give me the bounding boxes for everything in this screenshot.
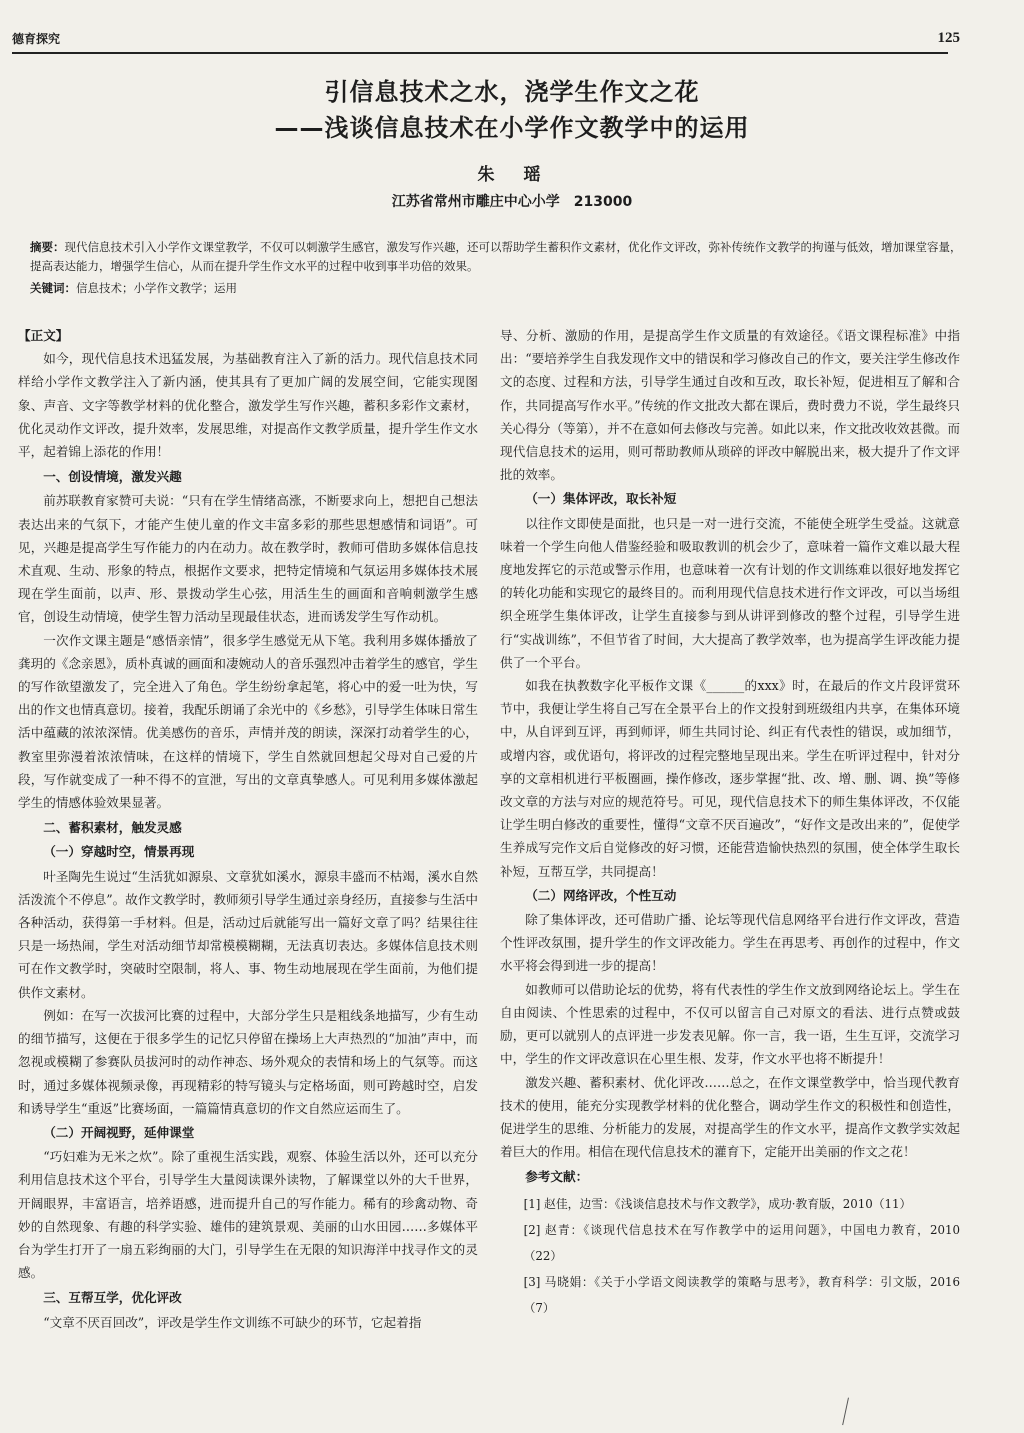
references-heading: 参考文献： — [525, 1169, 589, 1185]
paragraph: 例如：在写一次拔河比赛的过程中，大部分学生只是粗线条地描写，少有生动的细节描写，这便在于很多学生的记忆只停留在操场上大声热烈的“加油”声中，而忽视或模糊了参赛队员拔河时的动作神态、场外观众的表情和场上的气氛等。而这时，通过多媒体视频录像，再现精彩的特写镜头与定格场面，则可跨越时空，启发和诱导学生“重返”比赛场面，一篇篇情真意切的作文自然应运而生了。 — [18, 1007, 478, 1116]
article-subtitle: ——浅谈信息技术在小学作文教学中的运用 — [274, 114, 750, 142]
subsection-heading: （二）开阔视野，延伸课堂 — [43, 1124, 195, 1140]
page-number: 125 — [937, 30, 960, 46]
subsection-heading: （二）网络评改，个性互动 — [525, 887, 677, 903]
abstract-block — [30, 238, 970, 298]
paragraph: 以往作文即使是面批，也只是一对一进行交流，不能使全班学生受益。这就意味着一个学生向他人借鉴经验和吸取教训的机会少了，意味着一篇作文难以最大程度地发挥它的示范或警示作用，也意味着一次有计划的作文训练难以很好地发挥它的转化功能和实现它的最终目的。而利用现代信息技术进行作文评改，可以当场组织全班学生集体评改，让学生直接参与到从讲评到修改的整个过程，引导学生进行“实战训练”，不但节省了时间，大大提高了教学效率，也为提高学生评改能力提供了一个平台。 — [500, 515, 960, 670]
paragraph: 如我在执教数字化平板作文课《______的xxx》时，在最后的作文片段评赏环节中，我便让学生将自己写在全景平台上的作文投射到班级组内共享，在集体环境中，从自评到互评，再到师评，师生共同讨论、纠正有代表性的错误，或加细节，或增内容，或优语句，将评改的过程完整地呈现出来。学生在听评过程中，针对分享的文章相机进行平板圈画，操作修改，逐步掌握“批、改、增、删、调、换”等修改文章的方法与对应的规范符号。可见，现代信息技术下的师生集体评改，不仅能让学生明白修改的重要性，懂得“文章不厌百遍改”，“好作文是改出来的”，促使学生养成写完作文后自觉修改的好习惯，还能营造愉快热烈的氛围，使全体学生取长补短，互帮互学，共同提高！ — [500, 678, 960, 879]
reference-item: [3] 马晓娟：《关于小学语文阅读教学的策略与思考》，教育科学：引文版，2016（7） — [523, 1274, 960, 1315]
body-label: 【正文】 — [18, 328, 69, 343]
running-header — [12, 30, 948, 54]
paragraph: 激发兴趣、蓄积素材、优化评改……总之，在作文课堂教学中，恰当现代教育技术的使用，能充分实现教学材料的优化整合，调动学生作文的积极性和创造性，促进学生的思维、分析能力的发展，对提高学生的作文水平，提高作文教学实效起着巨大的作用。相信在现代信息技术的灌育下，定能开出美丽的作文之花！ — [500, 1074, 960, 1160]
paragraph: 前苏联教育家赞可夫说：“只有在学生情绪高涨，不断要求向上，想把自己想法表达出来的气氛下，才能产生使儿童的作文丰富多彩的那些思想感情和词语”。可见，兴趣是提高学生写作能力的内在动力。故在教学时，教师可借助多媒体信息技术直观、生动、形象的特点，根据作文要求，把特定情境和气氛运用多媒体技术展现在学生面前，以声、形、景拨动学生心弦，用活生生的画面和音响刺激学生感官，创设生动情境，使学生智力活动呈现最佳状态，进而诱发学生写作动机。 — [18, 493, 478, 625]
reference-item: [1] 赵佳，边雪：《浅谈信息技术与作文教学》，成功·教育版，2010（11） — [523, 1196, 912, 1211]
paragraph: 导、分析、激励的作用，是提高学生作文质量的有效途径。《语文课程标准》中指出：“要培养学生自我发现作文中的错误和学习修改自己的作文，要关注学生修改作文的态度、过程和方法，引导学生通过自改和互改，取长补短，促进相互了解和合作，共同提高写作水平。”传统的作文批改大都在课后，费时费力不说，学生最终只关心得分（等第），并不在意如何去修改与完善。如此以来，作文批改收效甚微。而现代信息技术的运用，则可帮助教师从琐碎的评改中解脱出来，极大提升了作文评批的效率。 — [500, 328, 960, 483]
paragraph: “文章不厌百回改”，评改是学生作文训练不可缺少的环节，它起着指 — [43, 1314, 422, 1330]
abstract — [30, 238, 970, 276]
title-block — [0, 74, 1024, 211]
abstract-label: 摘要： — [30, 240, 65, 254]
section-name: 德育探究 — [12, 32, 61, 46]
paragraph: 一次作文课主题是“感悟亲情”，很多学生感觉无从下笔。我利用多媒体播放了龚玥的《念亲恩》，质朴真诚的画面和凄婉动人的音乐强烈冲击着学生的感官，学生的写作欲望激发了，完全进入了角色。学生纷纷拿起笔，将心中的爱一吐为快，写出的作文也情真意切。接着，我配乐朗诵了余光中的《乡愁》，引导学生体味日常生活中蕴藏的浓浓深情。优美感伤的音乐，声情并茂的朗读，深深打动着学生的心，教室里弥漫着浓浓情味，在这样的情境下，学生自然就回想起父母对自己爱的片段，写作就变成了一种不得不的宣泄，写出的文章真挚感人。可见利用多媒体激起学生的情感体验效果显著。 — [18, 632, 478, 811]
reference-list — [500, 1191, 960, 1321]
paragraph: 如今，现代信息技术迅猛发展，为基础教育注入了新的活力。现代信息技术同样给小学作文教学注入了新内涵，使其具有了更加广阔的发展空间，它能实现图象、声音、文字等教学材料的优化整合，激发学生写作兴趣，蓄积多彩作文素材，优化灵动作文评改，提升效率，发展思维，对提高作文教学质量，提升学生作文水平，起着锦上添花的作用！ — [18, 351, 478, 460]
keywords — [30, 279, 970, 298]
paragraph: “巧妇难为无米之炊”。除了重视生活实践，观察、体验生活以外，还可以充分利用信息技术这个平台，引导学生大量阅读课外读物，了解课堂以外的大千世界，开阔眼界，丰富语言，培养语感，进而提升自己的写作能力。稀有的珍禽动物、奇妙的自然现象、有趣的科学实验、雄伟的建筑景观、美丽的山水田园……多媒体平台为学生打开了一扇五彩绚丽的大门，引导学生在无限的知识海洋中找寻作文的灵感。 — [18, 1149, 478, 1281]
paragraph: 除了集体评改，还可借助广播、论坛等现代信息网络平台进行作文评改，营造个性评改氛围，提升学生的作文评改能力。学生在再思考、再创作的过程中，作文水平将会得到进一步的提高！ — [500, 912, 960, 974]
author-affiliation: 江苏省常州市雕庄中心小学 213000 — [391, 194, 633, 210]
paragraph — [18, 324, 478, 347]
body-column-left — [18, 324, 478, 1334]
keywords-label: 关键词： — [30, 281, 76, 295]
subsection-heading: （一）穿越时空，情景再现 — [43, 844, 195, 860]
pen-mark — [842, 1398, 855, 1427]
subsection-heading: （一）集体评改，取长补短 — [525, 491, 677, 507]
article-title: 引信息技术之水，浇学生作文之花 — [324, 78, 700, 106]
section-heading: 二、蓄积素材，触发灵感 — [43, 820, 182, 836]
section-heading: 一、创设情境，激发兴趣 — [43, 469, 182, 485]
paragraph: 如教师可以借助论坛的优势，将有代表性的学生作文放到网络论坛上。学生在自由阅读、个性思索的过程中，不仅可以留言自己对原文的看法、进行点赞或鼓励，更可以就别人的点评进一步发表见解。你一言，我一语，生生互评，交流学习中，学生的作文评改意识在心里生根、发芽，作文水平也将不断提升！ — [500, 981, 960, 1067]
author-name: 朱 瑶 — [477, 165, 547, 185]
section-heading: 三、互帮互学，优化评改 — [43, 1290, 182, 1306]
paragraph: 叶圣陶先生说过“生活犹如源泉、文章犹如溪水，源泉丰盛而不枯竭，溪水自然活泼流个不停息”。故作文教学时，教师须引导学生通过亲身经历，直接参与生活中各种活动，获得第一手材料。但是，活动过后就能写出一篇好文章了吗？结果往往只是一场热闹，学生对活动细节却常模模糊糊，无法真切表达。多媒体信息技术则可在作文教学时，突破时空限制，将人、事、物生动地展现在学生面前，为他们提供作文素材。 — [18, 868, 478, 1000]
body-column-right — [500, 324, 960, 1321]
reference-item: [2] 赵青：《谈现代信息技术在写作教学中的运用问题》，中国电力教育，2010（22） — [523, 1222, 960, 1263]
abstract-text: 现代信息技术引入小学作文课堂教学，不仅可以刺激学生感官，激发写作兴趣，还可以帮助学生蓄积作文素材，优化作文评改，弥补传统作文教学的拘谨与低效，增加课堂容量，提高表达能力，增强学生信心，从而在提升学生作文水平的过程中收到事半功倍的效果。 — [30, 240, 962, 273]
keywords-text: 信息技术；小学作文教学；运用 — [76, 281, 237, 295]
